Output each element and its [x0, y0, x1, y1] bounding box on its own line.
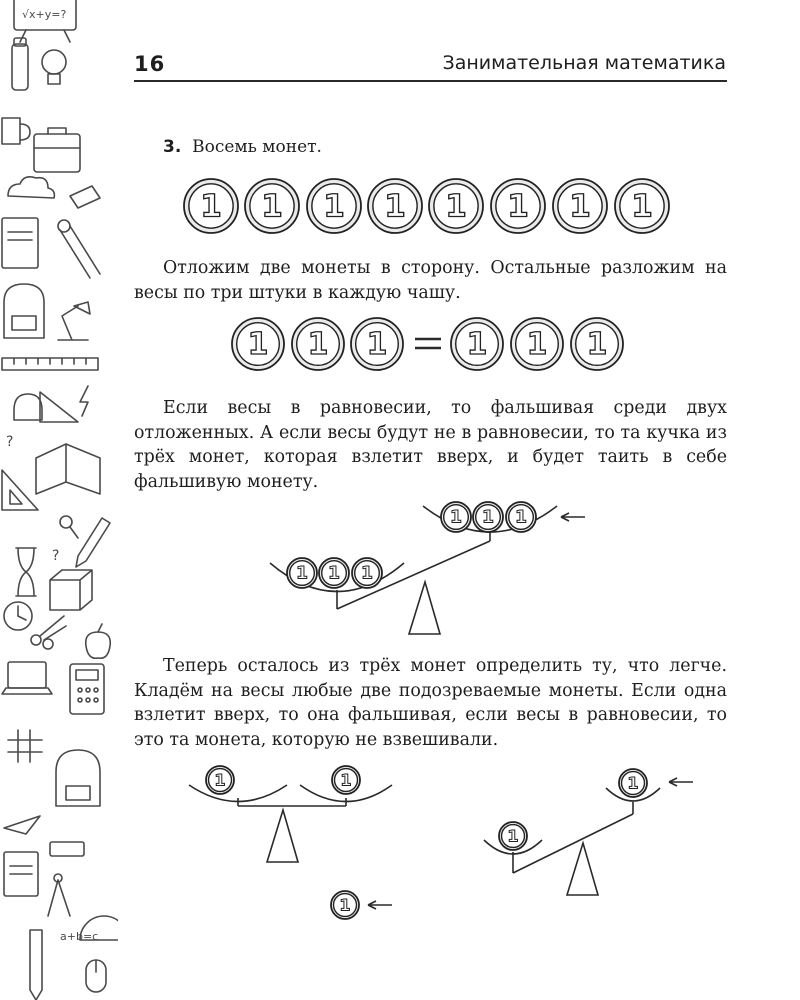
- coin-label: 1: [307, 326, 329, 362]
- coin-label: 1: [327, 563, 341, 584]
- formula-doodle: a+b=c: [60, 930, 99, 943]
- coin-label: 1: [514, 507, 528, 528]
- coin: [292, 318, 344, 370]
- coin-label: 1: [449, 507, 463, 528]
- equals-sign: [415, 339, 441, 348]
- scale-balanced: [189, 785, 392, 909]
- question-mark-doodle: ?: [52, 548, 60, 564]
- coin: [307, 179, 361, 233]
- coin: [287, 558, 317, 588]
- paragraph-3: Теперь осталось из трёх монет определить ту, что легче. Кладём на весы любые две подозреваемые монеты. Если одна взлетит вверх, то она фальшивая, если весы в равновесии, то это та монета, которую не взвешивали.: [134, 656, 727, 750]
- coin-label: 1: [481, 507, 495, 528]
- coin-label: 1: [526, 326, 548, 362]
- arrow-icon: [669, 778, 693, 786]
- coin-label: 1: [247, 326, 269, 362]
- coin: [571, 318, 623, 370]
- coin-label: 1: [261, 188, 283, 225]
- coin-label: 1: [586, 326, 608, 362]
- scale-base: [267, 810, 298, 862]
- coin: [441, 502, 471, 532]
- coin-label: 1: [339, 895, 351, 915]
- coin-label: 1: [507, 826, 519, 846]
- coin-label: 1: [214, 770, 226, 790]
- coin: [506, 502, 536, 532]
- coin-label: 1: [631, 188, 653, 225]
- coin: [429, 179, 483, 233]
- scale-beam: [513, 814, 633, 873]
- scale-coins: [206, 766, 360, 919]
- coin: [245, 179, 299, 233]
- coin: [615, 179, 669, 233]
- coin-label: 1: [466, 326, 488, 362]
- coin-label: 1: [360, 563, 374, 584]
- coin-label: 1: [445, 188, 467, 225]
- paragraph-2: Если весы в равновесии, то фальшивая среди двух отложенных. А если весы будут не в равновесии, то та кучка из трёх монет, которая взлетит вверх, и будет таить в себе фальшивую монету.: [134, 398, 727, 492]
- coin-label: 1: [200, 188, 222, 225]
- coin: [319, 558, 349, 588]
- arrow-icon: [368, 901, 392, 909]
- coin-label: 1: [323, 188, 345, 225]
- coin-label: 1: [507, 188, 529, 225]
- coin-row-balanced: [232, 318, 623, 370]
- scale-coins: [499, 769, 647, 850]
- coin: [499, 822, 527, 850]
- coin: [511, 318, 563, 370]
- coin-row: [184, 179, 669, 233]
- coin: [619, 769, 647, 797]
- coin: [352, 558, 382, 588]
- coin: [206, 766, 234, 794]
- running-title: Занимательная математика: [442, 52, 726, 74]
- coin: [184, 179, 238, 233]
- coin: [473, 502, 503, 532]
- arrow-icon: [561, 513, 585, 521]
- coin-label: 1: [366, 326, 388, 362]
- coin-label: 1: [627, 773, 639, 793]
- scale-base: [409, 582, 440, 634]
- page-number: 16: [134, 52, 166, 76]
- scale-base: [567, 843, 598, 895]
- coin: [368, 179, 422, 233]
- coin: [232, 318, 284, 370]
- coin: [351, 318, 403, 370]
- question-mark-doodle: ?: [6, 434, 14, 450]
- coin: [332, 766, 360, 794]
- coin-label: 1: [384, 188, 406, 225]
- paragraph-1: Отложим две монеты в сторону. Остальные разложим на весы по три штуки в каждую чашу.: [134, 258, 727, 303]
- coin: [451, 318, 503, 370]
- coin-label: 1: [569, 188, 591, 225]
- problem-number: 3.: [163, 137, 182, 157]
- coin-label: 1: [340, 770, 352, 790]
- problem-title: Восемь монет.: [192, 137, 322, 157]
- coin: [553, 179, 607, 233]
- coin-label: 1: [295, 563, 309, 584]
- formula-doodle: √x+y=?: [22, 8, 67, 21]
- coin: [491, 179, 545, 233]
- coin: [331, 891, 359, 919]
